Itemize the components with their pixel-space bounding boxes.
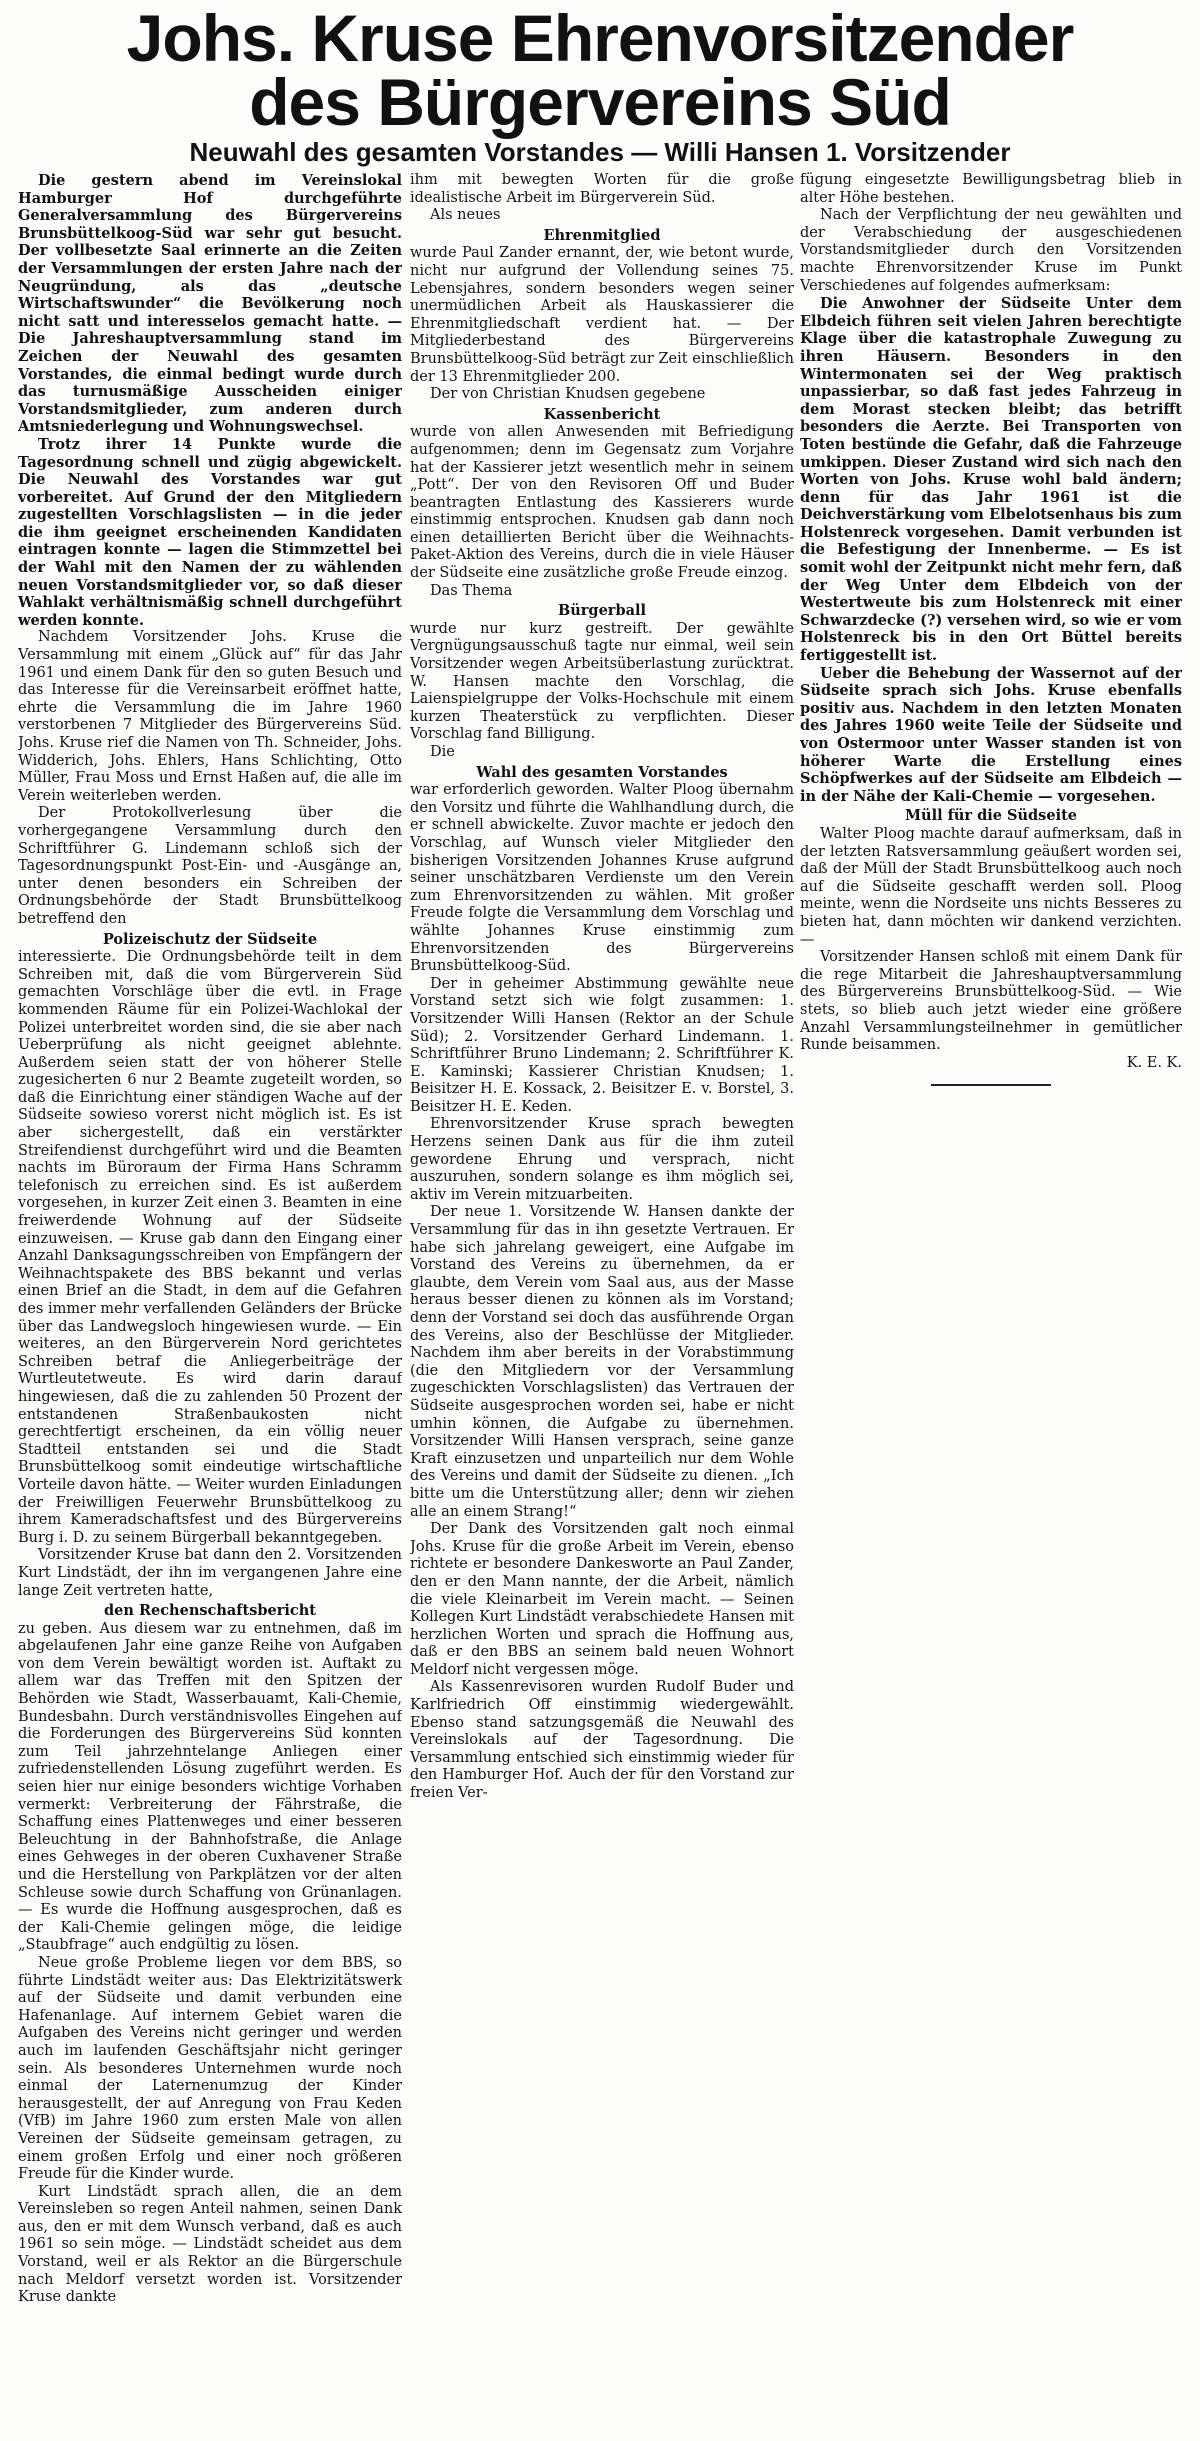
paragraph: wurde nur kurz gestreift. Der gewählte Vergnügungsausschuß tagte nur einmal, weil sein Vorsitzender wegen Arbeitsüberlastung zurücktrat. W. Hansen machte den Vorschlag, die Laienspielgruppe der Volks-Hochschule mit einem kurzen Theaterstück zu verpflichten. Dieser Vorschlag fand Billigung.	[410, 620, 794, 743]
paragraph: Die Anwohner der Südseite Unter dem Elbdeich führen seit vielen Jahren berechtigte Klage über die katastrophale Zuwegung zu ihren Häusern. Besonders in den Wintermonaten sei der Weg praktisch unpassierbar, so daß fast jedes Fahrzeug in dem Morast stecken bleibt; das betrifft besonders die Aerzte. Bei Transporten von Toten bestünde die Gefahr, daß die Fahrzeuge umkippen. Dieser Zustand wird sich nach den Worten von Johs. Kruse wohl bald ändern; denn für das Jahr 1961 ist die Deichverstärkung vom Elbelotsenhaus bis zum Holstenreck vorgesehen. Damit verbunden ist die Befestigung der Innenberme. — Es ist somit wohl der Zeitpunkt nicht mehr fern, daß der Weg Unter dem Elbdeich von der Westertweute bis zum Holstenreck mit einer Schwarzdecke (?) versehen wird, so wie er vom Holstenreck bis in den Ort Büttel bereits fertiggestellt ist.	[800, 295, 1182, 665]
paragraph: Trotz ihrer 14 Punkte wurde die Tagesordnung schnell und zügig abgewickelt. Die Neuwahl des Vorstandes war gut vorbereitet. Auf Grund der den Mitgliedern zugestellten Vorschlagslisten — in die jeder die ihm geeignet erscheinenden Kandidaten eintragen konnte — lagen die Stimmzettel bei der Wahl mit den Namen der zu wählenden neuen Vorstandsmitglieder vor, so daß dieser Wahlakt verhältnismäßig schnell durchgeführt werden konnte.	[18, 435, 402, 629]
paragraph: Der neue 1. Vorsitzende W. Hansen dankte der Versammlung für das in ihn gesetzte Vertrauen. Er habe sich jahrelang geweigert, eine Aufgabe im Vorstand des Vereins zu übernehmen, da er glaubte, dem Verein vom Saal aus, aus der Masse heraus besser dienen zu können als im Vorstand; denn der Vorstand sei doch das ausführende Organ des Vereins, also der Beschlüsse der Mitglieder. Nachdem ihm aber bereits in der Vorabstimmung (die den Mitgliedern vor der Versammlung zugeschickten Vorschlagslisten) das Vertrauen der Südseite ausgesprochen worden sei, habe er nicht umhin können, die Aufgabe zu übernehmen. Vorsitzender Willi Hansen versprach, seine ganze Kraft einzusetzen und unparteilich nur dem Wohle des Vereins und damit der Südseite zu dienen. „Ich bitte um die Unterstützung aller; denn wir ziehen alle an einem Strang!“	[410, 1204, 794, 1520]
section-heading: Kassenbericht	[543, 405, 661, 423]
lead-paragraph: Die gestern abend im Vereinslokal Hamburger Hof durchgeführte Generalversammlung des Bürgervereins Brunsbüttelkoog-Süd war sehr gut besucht. Der vollbesetzte Saal erinnerte an die Zeiten der Versammlungen der ersten Jahre nach der Neugründung, als das „deutsche Wirtschaftswunder“ die Bevölkerung noch nicht satt und interesselos gemacht hatte. — Die Jahreshauptversammlung stand im Zeichen der Neuwahl des gesamten Vorstandes, die einmal bedingt wurde durch das turnusmäßige Ausscheiden einiger Vorstandsmitglieder, zum anderen durch Amtsniederlegung und Wohnungswechsel.	[18, 172, 402, 436]
paragraph: Nach der Verpflichtung der neu gewählten und der Verabschiedung der ausgeschiedenen Vorstandsmitglieder durch den Vorsitzenden machte Ehrenvorsitzender Kruse im Punkt Verschiedenes auf folgendes aufmerksam:	[800, 207, 1182, 294]
paragraph: Die	[430, 744, 455, 760]
subheadline: Neuwahl des gesamten Vorstandes — Willi Hansen 1. Vorsitzender	[189, 137, 1011, 167]
article-column-1	[18, 172, 402, 2434]
section-heading: den Rechenschaftsbericht	[104, 1602, 316, 1620]
paragraph: Der von Christian Knudsen gegebene	[430, 386, 706, 403]
paragraph: wurde Paul Zander ernannt, der, wie betont wurde, nicht nur aufgrund der Vollendung seines 75. Lebensjahres, sondern besonders wegen seiner unermüdlichen Arbeit als Hauskassierer die Ehrenmitgliedschaft verdient hat. — Der Mitgliederbestand des Bürgervereins Brunsbüttelkoog-Süd beträgt zur Zeit einschließlich der 13 Ehrenmitglieder 200.	[410, 245, 794, 385]
paragraph: Als neues	[430, 207, 501, 224]
paragraph: Als Kassenrevisoren wurden Rudolf Buder und Karlfriedrich Off einstimmig wiedergewählt. Ebenso stand satzungsgemäß die Neuwahl des Vereinslokals auf der Tagesordnung. Die Versammlung entschied sich einstimmig wieder für den Hamburger Hof. Auch der für den Vorstand zur freien Ver-	[410, 1679, 794, 1802]
paragraph: Kurt Lindstädt sprach allen, die an dem Vereinsleben so regen Anteil nahmen, seinen Dank aus, den er mit dem Wunsch verband, daß es auch 1961 so sein möge. — Lindstädt scheidet aus dem Vorstand, weil er als Rektor an die Bürgerschule nach Meldorf versetzt worden ist. Vorsitzender Kruse dankte	[18, 2183, 402, 2306]
paragraph: zu geben. Aus diesem war zu entnehmen, daß im abgelaufenen Jahr eine ganze Reihe von Aufgaben von dem Verein bewältigt worden ist. Auftakt zu allem war das Treffen mit den Spitzen der Behörden wie Stadt, Wasserbauamt, Kali-Chemie, Bundesbahn. Durch verständnisvolles Eingehen auf die Forderungen des Bürgervereins Süd konnten zum Teil jahrzehntelange Anliegen einer zufriedenstellenden Lösung zugeführt werden. Es seien hier nur einige besonders wichtige Vorhaben vermerkt: Verbreiterung der Fährstraße, die Schaffung eines Plattenweges und einer besseren Beleuchtung in der Bahnhofstraße, die Anlage eines Gehweges in der oberen Cuxhavener Straße und die Herstellung von Parkplätzen vor der alten Schleuse sowie durch Schaffung von Grünanlagen. — Es wurde die Hoffnung ausgesprochen, daß es der Kali-Chemie gelingen möge, die leidige „Staubfrage“ auch endgültig zu lösen.	[18, 1620, 402, 1954]
headline-line-2: des Bürgervereins Süd	[249, 65, 951, 139]
headline-line-1: Johs. Kruse Ehrenvorsitzender	[126, 1, 1074, 75]
paragraph: Vorsitzender Hansen schloß mit einem Dank für die rege Mitarbeit die Jahreshauptversammlung des Bürgervereins Brunsbüttelkoog-Süd. — Wie stets, so blieb auch jetzt wieder eine größere Anzahl Versammlungsteilnehmer in gemütlicher Runde beisammen.	[800, 949, 1182, 1054]
paragraph: Ehrenvorsitzender Kruse sprach bewegten Herzens seinen Dank aus für die ihm zuteil gewordene Ehrung und versprach, nicht auszuruhen, sondern solange es ihm möglich sei, aktiv im Verein mitzuarbeiten.	[410, 1116, 794, 1203]
paragraph: interessierte. Die Ordnungsbehörde teilt in dem Schreiben mit, daß die vom Bürgerverein Süd gemachten Vorschläge über die evtl. in Frage kommenden Räume für ein Polizei-Wachlokal der Polizei unterbreitet worden sind, die sie aber nach Ueberprüfung als nicht geeignet ablehnte. Außerdem seien statt der von höherer Stelle zugesicherten 6 nur 2 Beamte zugeteilt worden, so daß die Einrichtung einer ständigen Wache auf der Südseite sowieso vorerst nicht möglich ist. Es ist aber sichergestellt, daß ein verstärkter Streifendienst durchgeführt wird und die Beamten nachts im Büroraum der Firma Hans Schramm telefonisch zu erreichen sind. Es ist außerdem vorgesehen, in kurzer Zeit einen 3. Beamten in eine freiwerdende Wohnung auf der Südseite einzuweisen. — Kruse gab dann den Eingang einer Anzahl Danksagungsschreiben von Empfängern der Weihnachtspakete des BBS bekannt und verlas einen Brief an die Stadt, in dem auf die Gefahren des immer mehr verfallenden Geländers der Brücke über das Landwegsloch hingewiesen wurde. — Ein weiteres, an den Bürgerverein Nord gerichtetes Schreiben betraf die Anliegerbeiträge der Wurtleutetweute. Es wird darin darauf hingewiesen, daß die zu zahlenden 50 Prozent der entstandenen Straßenbaukosten nicht gerechtfertigt erscheinen, da ein völlig neuer Stadtteil entstanden sei und die Stadt Brunsbüttelkoog somit eindeutige wirtschaftliche Vorteile davon hätte. — Weiter wurden Einladungen der Freiwilligen Feuerwehr Brunsbüttelkoog zu ihrem Kameradschaftsfest und des Bürgervereins Burg i. D. zu seinem Bürgerball bekanntgegeben.	[18, 949, 402, 1546]
section-heading: Wahl des gesamten Vorstandes	[476, 763, 728, 781]
paragraph: ihm mit bewegten Worten für die große idealistische Arbeit im Bürgerverein Süd.	[410, 172, 794, 206]
paragraph: Der Dank des Vorsitzenden galt noch einmal Johs. Kruse für die große Arbeit im Verein, ebenso richtete er besondere Dankesworte an Paul Zander, den er den Mann nannte, der die Arbeit, nämlich die viele Kleinarbeit im Verein macht. — Seinen Kollegen Kurt Lindstädt verabschiedete Hansen mit herzlichen Worten und sprach die Hoffnung aus, daß er den BBS an seinem bald neuen Wohnort Meldorf nicht vergessen möge.	[410, 1521, 794, 1678]
paragraph: wurde von allen Anwesenden mit Befriedigung aufgenommen; denn im Gegensatz zum Vorjahre hat der Kassierer jetzt wesentlich mehr in seinem „Pott“. Der von den Revisoren Off und Buder beantragten Entlastung des Kassierers wurde einstimmig entsprochen. Knudsen gab dann noch einen detaillierten Bericht über die Weihnachts-Paket-Aktion des Vereins, durch die in viele Häuser der Südseite eine zusätzliche große Freude einzog.	[410, 424, 794, 582]
paragraph: Der in geheimer Abstimmung gewählte neue Vorstand setzt sich wie folgt zusammen: 1. Vorsitzender Willi Hansen (Rektor an der Schule Süd); 2. Vorsitzender Gerhard Lindemann. 1. Schriftführer Bruno Lindemann; 2. Schriftführer K. E. Kaminski; Kassierer Christian Knudsen; 1. Beisitzer H. E. Kossack, 2. Beisitzer E. v. Borstel, 3. Beisitzer H. E. Keden.	[410, 975, 794, 1115]
paragraph: Ueber die Behebung der Wassernot auf der Südseite sprach sich Johs. Kruse ebenfalls positiv aus. Nachdem in den letzten Monaten des Jahres 1960 weite Teile der Südseite und von Ostermoor unter Wasser standen ist von höherer Warte die Erstellung eines Schöpfwerkes auf der Südseite am Elbdeich — in der Nähe der Kali-Chemie — vorgesehen.	[800, 664, 1182, 805]
section-heading: Polizeischutz der Südseite	[102, 930, 318, 948]
paragraph: Neue große Probleme liegen vor dem BBS, so führte Lindstädt weiter aus: Das Elektrizitätswerk auf der Südseite und damit verbunden eine Hafenanlage. Auf internem Gebiet waren die Aufgaben des Vereins nicht geringer und werden auch im laufenden Geschäftsjahr nicht geringer sein. Als besonderes Unternehmen wurde noch einmal der Laternenumzug der Kinder herausgestellt, der auf Anregung von Frau Keden (VfB) im Jahre 1960 zum ersten Male von allen Vereinen der Südseite gemeinsam getragen, zu einem großen Erfolg und einer noch größeren Freude für die Kinder wurde.	[18, 1954, 402, 2183]
paragraph: Vorsitzender Kruse bat dann den 2. Vorsitzenden Kurt Lindstädt, der ihn im vergangenen Jahre eine lange Zeit vertreten hatte,	[18, 1547, 402, 1599]
paragraph: Der Protokollverlesung über die vorhergegangene Versammlung durch den Schriftführer G. Lindemann schloß sich der Tagesordnungspunkt Post-Ein- und -Ausgänge an, unter denen besonders ein Schreiben der Ordnungsbehörde der Stadt Brunsbüttelkoog betreffend den	[18, 805, 402, 927]
paragraph: Das Thema	[430, 582, 513, 599]
author-signature: K. E. K.	[1126, 1054, 1182, 1071]
paragraph: fügung eingesetzte Bewilligungsbetrag blieb in alter Höhe bestehen.	[800, 172, 1182, 206]
paragraph: Walter Ploog machte darauf aufmerksam, daß in der letzten Ratsversammlung geäußert worden sei, daß der Müll der Stadt Brunsbüttelkoog auch noch auf die Südseite geschafft werden soll. Ploog meinte, wenn die Nordseite uns nichts Besseres zu bieten hat, dann möchten wir dankend verzichten. —	[800, 825, 1182, 948]
section-heading: Müll für die Südseite	[904, 807, 1078, 825]
article-column-2	[410, 172, 794, 2434]
section-heading: Ehrenmitglied	[543, 226, 661, 244]
end-rule	[931, 1084, 1051, 1086]
paragraph: war erforderlich geworden. Walter Ploog übernahm den Vorsitz und führte die Wahlhandlung durch, die er schnell abwickelte. Zuvor machte er jedoch den Vorschlag, auf Wunsch vieler Mitglieder den bisherigen Vorsitzenden Johannes Kruse aufgrund seiner unschätzbaren Verdienste um den Verein zum Ehrenvorsitzenden zu wählen. Mit großer Freude folgte die Versammlung dem Vorschlag und wählte Johannes Kruse einstimmig zum Ehrenvorsitzenden des Bürgervereins Brunsbüttelkoog-Süd.	[410, 782, 794, 975]
paragraph: Nachdem Vorsitzender Johs. Kruse die Versammlung mit einem „Glück auf“ für das Jahr 1961 und einem Dank für den so guten Besuch und das Interesse für die Vereinsarbeit eröffnet hatte, ehrte die Versammlung die im Jahre 1960 verstorbenen 7 Mitglieder des Bürgervereins Süd. Johs. Kruse rief die Namen von Th. Schneider, Johs. Widderich, Johs. Ehlers, Hans Schlichting, Otto Müller, Frau Moss und Ernst Haßen auf, die alle im Verein weiterleben werden.	[18, 629, 402, 804]
section-heading: Bürgerball	[558, 602, 646, 620]
article-column-3	[800, 172, 1182, 2434]
